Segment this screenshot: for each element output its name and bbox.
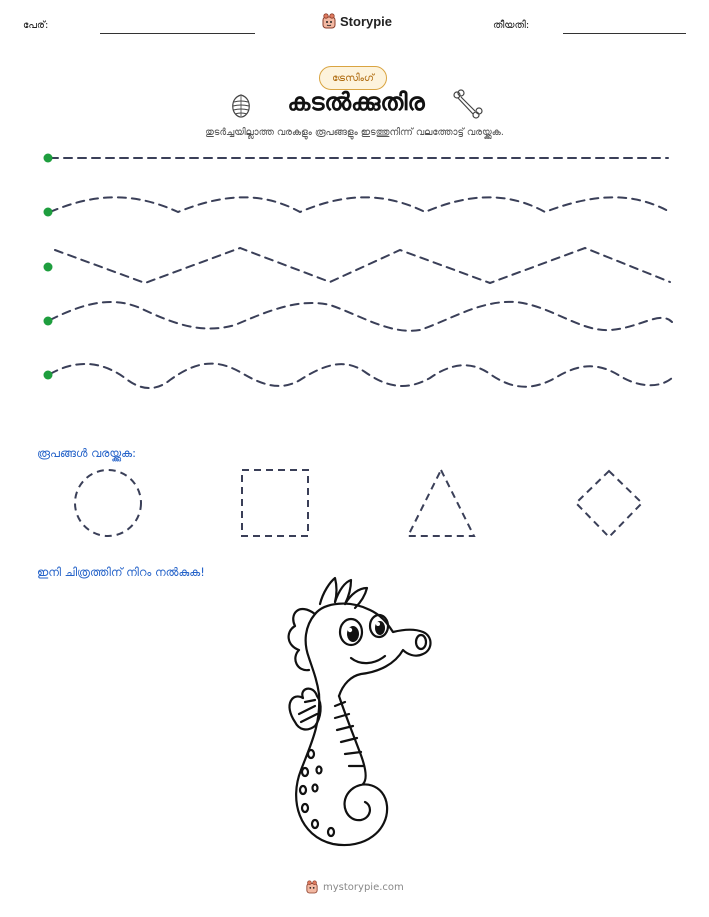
bone-icon: [452, 90, 484, 120]
tracing-shapes[interactable]: [0, 465, 709, 545]
shell-icon: [230, 93, 252, 119]
brand-header: [322, 13, 392, 29]
storypie-logo-icon: [322, 13, 336, 29]
coloring-section-label: ഇനി ചിത്രത്തിന് നിറം നൽകുക!: [37, 565, 205, 579]
start-dot-1: [44, 154, 53, 163]
tracing-line-wave-1[interactable]: [50, 197, 670, 212]
tracing-line-wave-2[interactable]: [50, 302, 672, 331]
seahorse-coloring-illustration[interactable]: [275, 574, 435, 864]
shape-diamond[interactable]: [576, 471, 642, 537]
tracing-badge: ട്രേസിംഗ്: [319, 66, 387, 90]
shapes-section-label: രൂപങ്ങൾ വരയ്ക്കുക:: [37, 446, 137, 460]
start-dot-4: [44, 317, 53, 326]
footer: [306, 880, 404, 894]
name-label: പേര്:: [23, 20, 49, 31]
storypie-footer-logo-icon: [306, 880, 318, 894]
instruction-text: തുടർച്ചയില്ലാത്ത വരകളും രൂപങ്ങളും ഇടത്തുനിന്ന് വലത്തോട്ട് വരയ്ക്കുക.: [205, 127, 504, 138]
start-dot-3: [44, 263, 53, 272]
tracing-line-wave-3[interactable]: [50, 364, 672, 388]
tracing-lines[interactable]: [0, 140, 709, 390]
name-field-line[interactable]: [100, 33, 255, 34]
date-field-line[interactable]: [563, 33, 686, 34]
tracing-line-zigzag[interactable]: [55, 248, 670, 283]
start-dot-2: [44, 208, 53, 217]
shape-triangle[interactable]: [408, 470, 474, 536]
start-dot-5: [44, 371, 53, 380]
brand-name: Storypie: [340, 13, 393, 29]
date-label: തീയതി:: [493, 20, 530, 31]
shape-square[interactable]: [242, 470, 308, 536]
worksheet-title: കടൽക്കുതിര: [287, 88, 425, 116]
shape-circle[interactable]: [75, 470, 141, 536]
footer-url[interactable]: mystorypie.com: [323, 881, 404, 893]
